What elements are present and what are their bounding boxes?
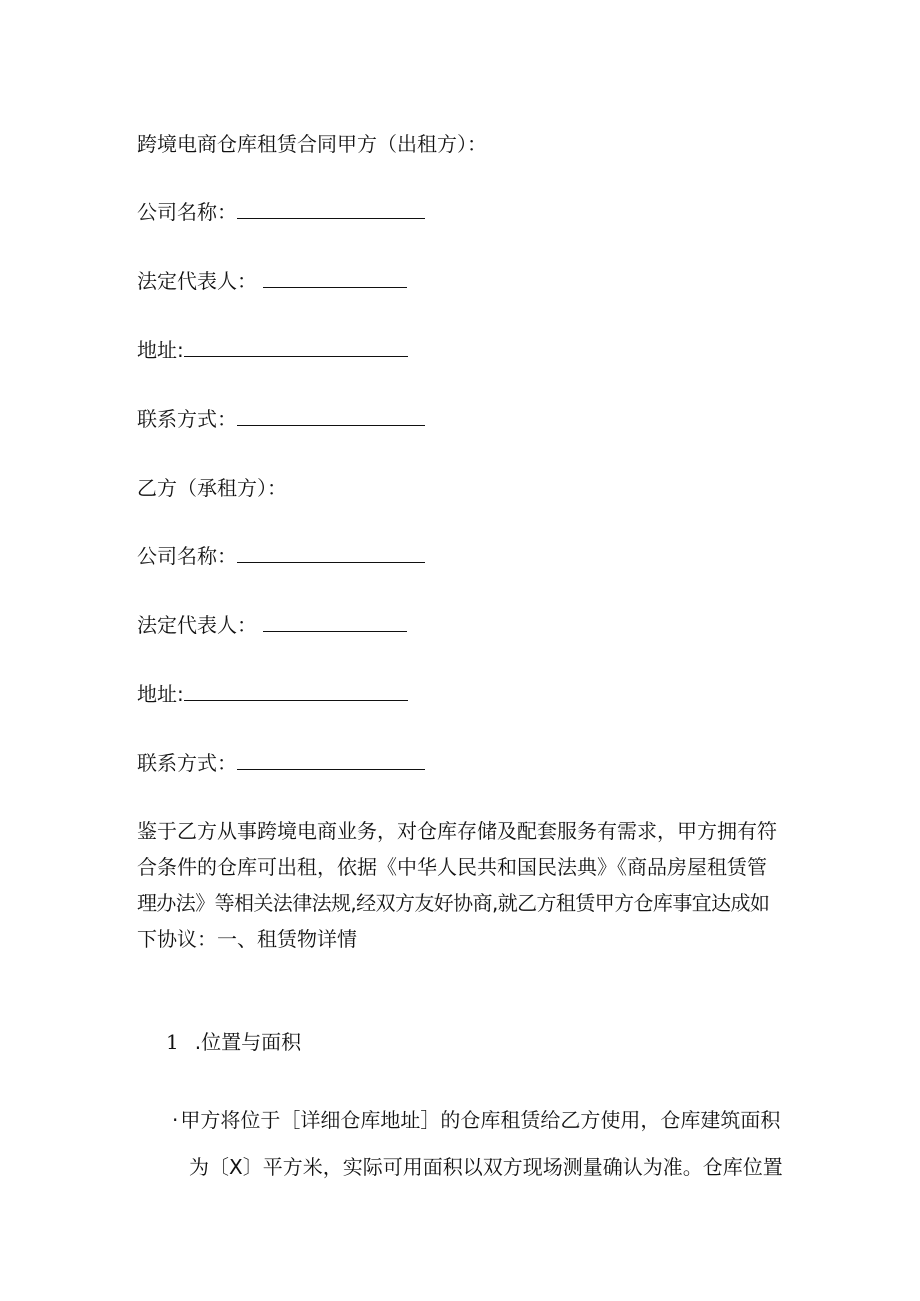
party-a-legal-rep-row bbox=[137, 266, 407, 296]
party-b-company-blank[interactable] bbox=[237, 542, 425, 563]
party-a-legal-rep-label: 法定代表人： bbox=[137, 269, 257, 293]
contract-title: 跨境电商仓库租赁合同甲方（出租方）： bbox=[137, 132, 487, 156]
party-a-address-label: 地址: bbox=[137, 338, 184, 362]
section-1-heading bbox=[166, 1027, 301, 1057]
party-b-address-label: 地址: bbox=[137, 682, 184, 706]
preamble-paragraph bbox=[137, 813, 787, 957]
bullet-line-2: 为〔X〕平方米，实际可用面积以双方现场测量确认为准。仓库位置 bbox=[189, 1155, 783, 1179]
party-b-legal-rep-row bbox=[137, 610, 407, 640]
preamble-line: 合条件的仓库可出租，依据《中华人民共和国民法典》《商品房屋租赁管 bbox=[137, 855, 767, 879]
party-a-address-row bbox=[137, 335, 408, 365]
preamble-line: 下协议：一、租赁物详情 bbox=[137, 927, 357, 951]
preamble-line: 理办法》等相关法律法规,经双方友好协商,就乙方租赁甲方仓库事宜达成如 bbox=[137, 891, 770, 915]
section-number: 1 bbox=[166, 1030, 179, 1054]
bullet-item bbox=[172, 1097, 783, 1191]
party-b-company-row bbox=[137, 541, 425, 571]
party-a-company-label: 公司名称： bbox=[137, 200, 237, 224]
party-b-legal-rep-blank[interactable] bbox=[263, 611, 407, 632]
bullet-line-1 bbox=[172, 1097, 783, 1144]
party-a-address-blank[interactable] bbox=[184, 336, 408, 357]
party-b-contact-row bbox=[137, 748, 425, 778]
party-a-contact-blank[interactable] bbox=[237, 405, 425, 426]
party-b-address-blank[interactable] bbox=[184, 680, 408, 701]
party-a-company-row bbox=[137, 197, 425, 227]
party-b-legal-rep-label: 法定代表人： bbox=[137, 613, 257, 637]
party-a-company-blank[interactable] bbox=[237, 198, 425, 219]
party-a-contact-label: 联系方式： bbox=[137, 407, 237, 431]
party-a-legal-rep-blank[interactable] bbox=[263, 267, 407, 288]
section-title: .位置与面积 bbox=[194, 1030, 302, 1054]
party-a-contact-row bbox=[137, 404, 425, 434]
party-b-contact-blank[interactable] bbox=[237, 749, 425, 770]
preamble-line: 鉴于乙方从事跨境电商业务，对仓库存储及配套服务有需求，甲方拥有符 bbox=[137, 819, 777, 843]
party-b-contact-label: 联系方式： bbox=[137, 751, 237, 775]
party-b-heading: 乙方（承租方）： bbox=[137, 476, 287, 500]
bullet-text-1: 甲方将位于［详细仓库地址］的仓库租赁给乙方使用，仓库建筑面积 bbox=[180, 1108, 781, 1132]
bullet-marker: · bbox=[172, 1108, 179, 1132]
party-b-company-label: 公司名称： bbox=[137, 544, 237, 568]
party-b-address-row bbox=[137, 679, 408, 709]
